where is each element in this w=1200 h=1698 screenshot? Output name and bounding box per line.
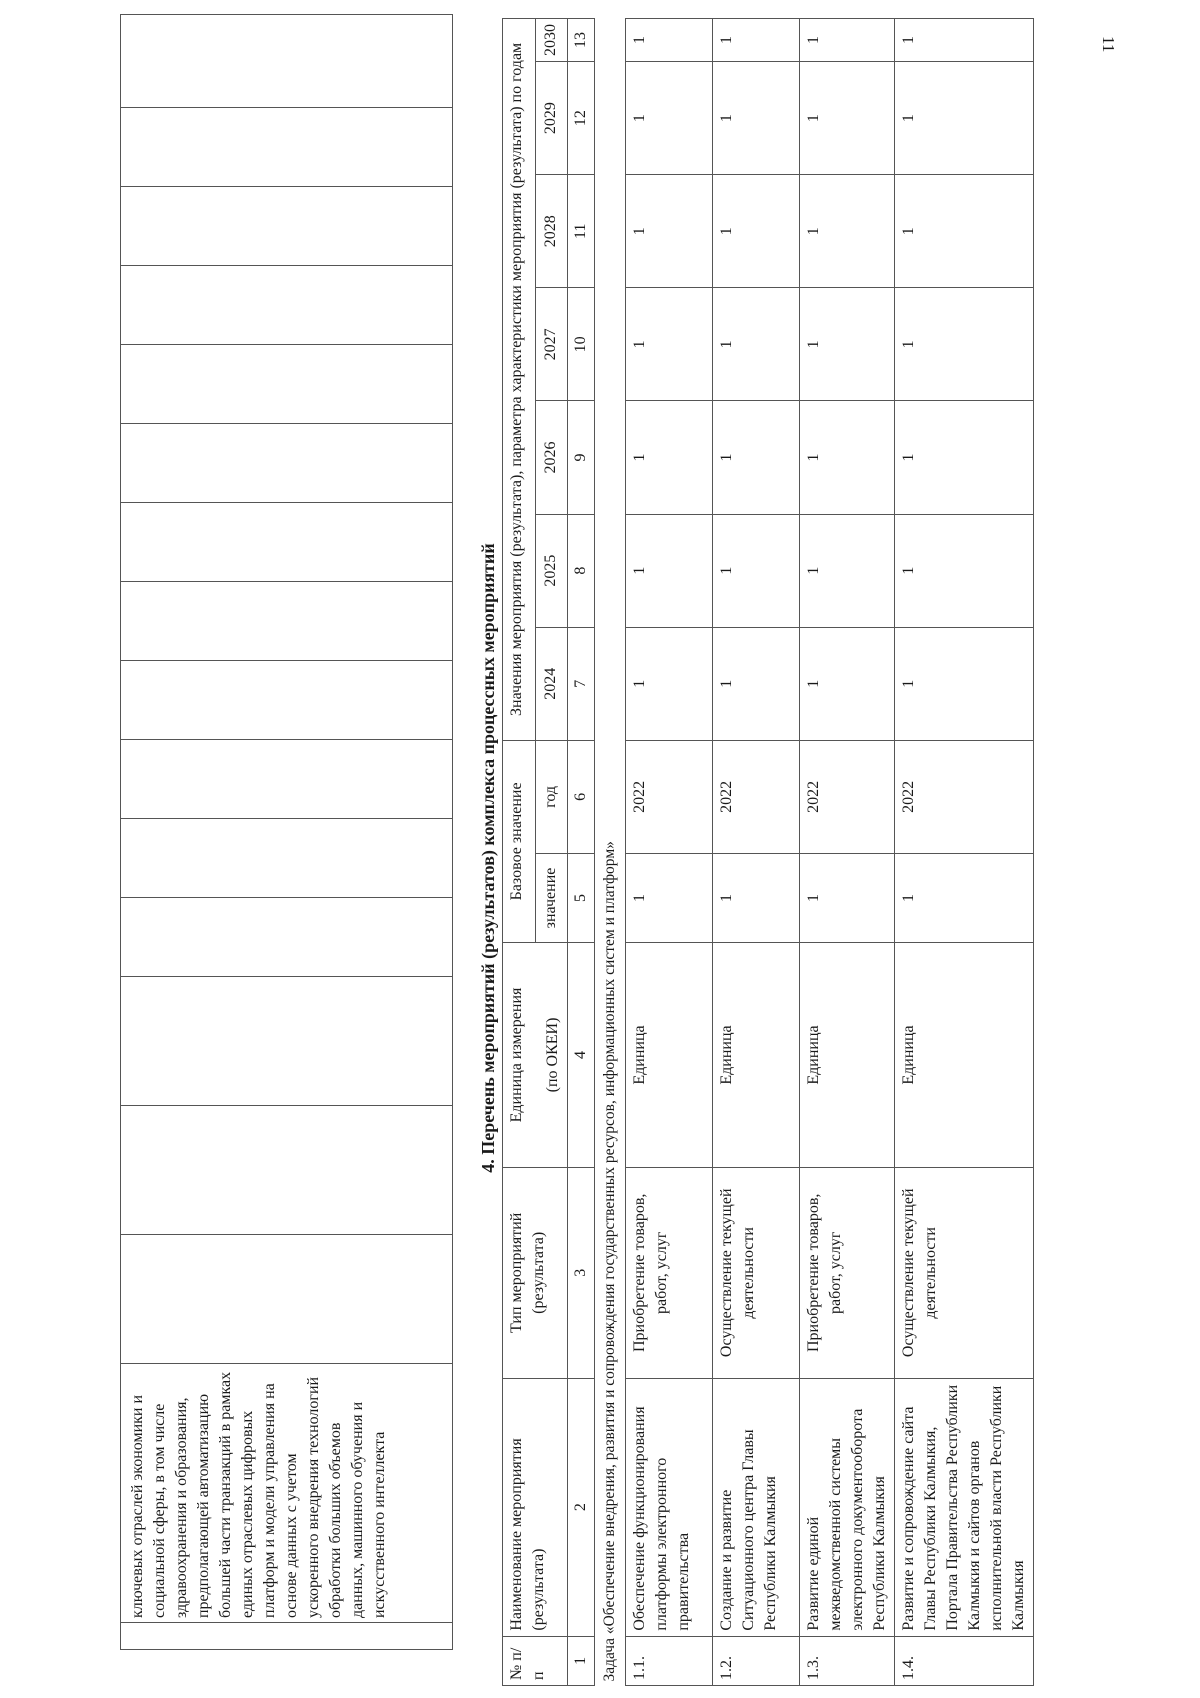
column-number: 3 <box>568 1167 595 1378</box>
row-year-value: 1 <box>713 401 800 514</box>
row-num: 1.1. <box>626 1636 713 1685</box>
row-year-value: 1 <box>713 175 800 288</box>
empty-cell <box>121 1235 453 1364</box>
row-name: Обеспечение функционирования платформы электронного правительства <box>626 1378 713 1636</box>
text-line: единых отраслевых цифровых <box>239 1410 256 1618</box>
empty-cell <box>121 108 453 187</box>
row-year-value: 1 <box>626 175 713 288</box>
header-base-value: значение <box>535 853 568 942</box>
task-row <box>595 19 626 1686</box>
row-base-value: 1 <box>800 853 895 942</box>
text-line: искусственного интеллекта <box>371 1431 388 1618</box>
row-year-value: 1 <box>800 62 895 175</box>
row-unit: Единица <box>713 942 800 1167</box>
column-number: 9 <box>568 401 595 514</box>
column-number: 12 <box>568 62 595 175</box>
empty-cell <box>121 819 453 898</box>
row-base-year: 2022 <box>713 740 800 853</box>
empty-cell <box>121 424 453 503</box>
row-type: Осуществление текущей деятельности <box>895 1167 1034 1378</box>
column-number: 7 <box>568 627 595 740</box>
header-base: Базовое значение <box>503 740 536 942</box>
row-base-year: 2022 <box>626 740 713 853</box>
row-year-value: 1 <box>895 62 1034 175</box>
header-values: Значения мероприятия (результата), параметра характеристики мероприятия (результата) по годам <box>503 19 536 741</box>
row-base-value: 1 <box>713 853 800 942</box>
column-number: 8 <box>568 514 595 627</box>
row-year-value: 1 <box>800 19 895 62</box>
header-unit-line2: (по ОКЕИ) <box>544 1017 561 1093</box>
task-text: Задача «Обеспечение внедрения, развития и сопровождения государственных ресурсов, информационных систем и платформ» <box>595 19 626 1686</box>
row-year-value: 1 <box>626 19 713 62</box>
empty-cell <box>121 15 453 108</box>
row-year-value: 1 <box>626 288 713 401</box>
empty-cell <box>121 345 453 424</box>
column-number: 13 <box>568 19 595 62</box>
row-type: Приобретение товаров, работ, услуг <box>626 1167 713 1378</box>
page-number: 11 <box>1099 36 1118 53</box>
row-num: 1.3. <box>800 1636 895 1685</box>
row-type: Приобретение товаров, работ, услуг <box>800 1167 895 1378</box>
row-type: Осуществление текущей деятельности <box>713 1167 800 1378</box>
row-year-value: 1 <box>800 288 895 401</box>
column-number: 6 <box>568 740 595 853</box>
table-row <box>895 19 1034 1686</box>
row-year-value: 1 <box>800 627 895 740</box>
header-base-year: год <box>535 740 568 853</box>
header-year: 2028 <box>535 175 568 288</box>
row-year-value: 1 <box>800 514 895 627</box>
row-name: Развитие и сопровождение сайта Главы Республики Калмыкия, Портала Правительства Республики Калмыкия и сайтов органов исполнительной власти Республики Калмыкия <box>895 1378 1034 1636</box>
row-year-value: 1 <box>895 175 1034 288</box>
row-name: Создание и развитие Ситуационного центра Главы Республики Калмыкия <box>713 1378 800 1636</box>
header-unit <box>503 942 568 1167</box>
column-number: 5 <box>568 853 595 942</box>
row-unit: Единица <box>626 942 713 1167</box>
row-unit: Единица <box>800 942 895 1167</box>
text-line: ключевых отраслей экономики и <box>129 1394 146 1618</box>
row-year-value: 1 <box>895 514 1034 627</box>
header-year: 2027 <box>535 288 568 401</box>
empty-cell <box>121 266 453 345</box>
activities-table <box>502 18 1034 1686</box>
text-line: здравоохранения и образования, <box>173 1397 190 1618</box>
text-line: платформ и модели управления на <box>261 1383 278 1618</box>
row-year-value: 1 <box>713 514 800 627</box>
text-line: ускоренного внедрения технологий <box>305 1376 322 1618</box>
row-year-value: 1 <box>626 514 713 627</box>
text-line: данных, машинного обучения и <box>349 1401 366 1618</box>
column-number: 2 <box>568 1378 595 1636</box>
column-numbers-row <box>568 19 595 1686</box>
header-year: 2030 <box>535 19 568 62</box>
text-line: предполагающей автоматизацию <box>195 1393 212 1618</box>
table-row <box>626 19 713 1686</box>
header-num: № п/п <box>503 1636 568 1685</box>
row-year-value: 1 <box>713 19 800 62</box>
empty-cell <box>121 1623 453 1650</box>
header-year: 2026 <box>535 401 568 514</box>
row-year-value: 1 <box>895 19 1034 62</box>
row-num: 1.4. <box>895 1636 1034 1685</box>
text-line: большей части транзакций в рамках <box>217 1371 234 1618</box>
column-number: 1 <box>568 1636 595 1685</box>
empty-cell <box>121 1106 453 1235</box>
header-year: 2024 <box>535 627 568 740</box>
row-year-value: 1 <box>713 288 800 401</box>
row-year-value: 1 <box>626 62 713 175</box>
row-unit: Единица <box>895 942 1034 1167</box>
header-name: Наименование мероприятия (результата) <box>503 1378 568 1636</box>
table-row <box>800 19 895 1686</box>
row-base-value: 1 <box>895 853 1034 942</box>
continuation-table <box>120 14 453 1650</box>
header-unit-line1: Единица измерения <box>508 987 525 1123</box>
column-number: 10 <box>568 288 595 401</box>
row-year-value: 1 <box>626 627 713 740</box>
text-line: основе данных с учетом <box>283 1453 300 1618</box>
description-cell <box>121 1364 453 1623</box>
row-year-value: 1 <box>626 401 713 514</box>
header-year: 2025 <box>535 514 568 627</box>
row-year-value: 1 <box>895 401 1034 514</box>
empty-cell <box>121 503 453 582</box>
text-line: обработки больших объемов <box>327 1422 344 1618</box>
column-number: 11 <box>568 175 595 288</box>
text-line: социальной сферы, в том числе <box>151 1403 168 1618</box>
empty-cell <box>121 898 453 977</box>
row-year-value: 1 <box>800 175 895 288</box>
row-year-value: 1 <box>713 62 800 175</box>
row-num: 1.2. <box>713 1636 800 1685</box>
row-name: Развитие единой межведомственной системы электронного документооборота Республики Калмыкия <box>800 1378 895 1636</box>
row-base-value: 1 <box>626 853 713 942</box>
row-year-value: 1 <box>895 627 1034 740</box>
row-base-year: 2022 <box>800 740 895 853</box>
table-body <box>626 19 1034 1686</box>
empty-cell <box>121 187 453 266</box>
header-year: 2029 <box>535 62 568 175</box>
header-type: Тип мероприятий (результата) <box>503 1167 568 1378</box>
empty-cell <box>121 977 453 1106</box>
column-number: 4 <box>568 942 595 1167</box>
empty-cell <box>121 740 453 819</box>
row-base-year: 2022 <box>895 740 1034 853</box>
header-row <box>503 19 536 1686</box>
empty-cell <box>121 661 453 740</box>
table-row <box>713 19 800 1686</box>
row-year-value: 1 <box>895 288 1034 401</box>
row-year-value: 1 <box>713 627 800 740</box>
section-title: 4. Перечень мероприятий (результатов) комплекса процессных мероприятий <box>478 543 498 1173</box>
empty-cell <box>121 582 453 661</box>
table-row <box>121 15 453 1650</box>
row-year-value: 1 <box>800 401 895 514</box>
